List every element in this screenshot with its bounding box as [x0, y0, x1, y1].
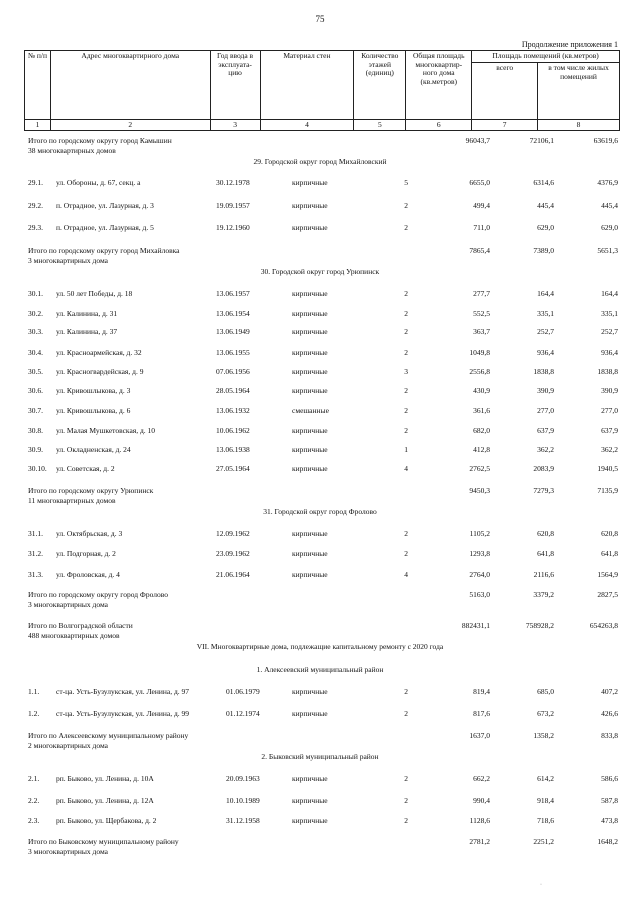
row-floors: 2 [404, 709, 408, 718]
row-floors: 2 [404, 796, 408, 805]
row-all-area: 390,9 [537, 386, 554, 395]
table-row [0, 569, 640, 581]
table-row [0, 708, 640, 720]
header-col-num: 7 [472, 120, 538, 131]
header-number: № п/п [25, 51, 51, 120]
row-address: п. Отрадное, ул. Лазурная, д. 3 [56, 201, 154, 210]
row-material: кирпичные [292, 178, 328, 187]
total-count: 38 многоквартирных домов [28, 146, 116, 155]
row-address: ул. Окладненская, д. 24 [56, 445, 131, 454]
row-all-area: 1838,8 [533, 367, 554, 376]
row-year: 13.06.1957 [216, 289, 250, 298]
row-number: 30.8. [28, 426, 43, 435]
row-total-area: 1128,6 [469, 816, 490, 825]
row-address: ст-ца. Усть-Бузулукская, ул. Ленина, д. 99 [56, 709, 190, 718]
row-living-area: 641,8 [601, 549, 618, 558]
row-total-area: 552,5 [473, 309, 490, 318]
row-address: ул. Октябрьская, д. 3 [56, 529, 123, 538]
row-living-area: 277,0 [601, 406, 618, 415]
row-address: ул. Кривошлыкова, д. 3 [56, 386, 131, 395]
row-total-area: 817,6 [473, 709, 490, 718]
row-living-area: 362,2 [601, 445, 618, 454]
header-floors: Количество этажей (единиц) [354, 51, 406, 120]
header-all: всего [472, 63, 538, 120]
total-area: 7865,4 [469, 246, 490, 255]
row-year: 19.12.1960 [216, 223, 250, 232]
row-material: кирпичные [292, 289, 328, 298]
row-material: смешанные [292, 406, 329, 415]
total-all: 3379,2 [533, 590, 554, 599]
row-material: кирпичные [292, 386, 328, 395]
row-material: кирпичные [292, 367, 328, 376]
row-floors: 2 [404, 289, 408, 298]
row-floors: 2 [404, 816, 408, 825]
row-total-area: 2762,5 [469, 464, 490, 473]
row-year: 07.06.1956 [216, 367, 250, 376]
row-floors: 2 [404, 406, 408, 415]
section-title: 31. Городской округ город Фролово [263, 507, 377, 516]
total-all: 7279,3 [533, 486, 554, 495]
row-material: кирпичные [292, 816, 328, 825]
header-col-num: 4 [260, 120, 354, 131]
row-floors: 4 [404, 570, 408, 579]
row-living-area: 629,0 [601, 223, 618, 232]
table-row [0, 222, 640, 234]
row-address: ул. Красноармейская, д. 32 [56, 348, 142, 357]
row-all-area: 2083,9 [533, 464, 554, 473]
row-living-area: 936,4 [601, 348, 618, 357]
total-area: 96043,7 [465, 136, 490, 145]
row-floors: 2 [404, 386, 408, 395]
total-area: 9450,3 [469, 486, 490, 495]
row-total-area: 1293,8 [469, 549, 490, 558]
row-total-area: 819,4 [473, 687, 490, 696]
total-count: 3 многоквартирных дома [28, 847, 109, 856]
row-all-area: 629,0 [537, 223, 554, 232]
row-address: ул. Красногвардейская, д. 9 [56, 367, 144, 376]
row-number: 30.2. [28, 309, 43, 318]
row-number: 1.2. [28, 709, 40, 718]
row-floors: 2 [404, 223, 408, 232]
header-col-num: 2 [50, 120, 210, 131]
row-material: кирпичные [292, 223, 328, 232]
total-living: 5651,3 [597, 246, 618, 255]
header-total-area: Общая площадь многоквартир- ного дома (кв.метров) [406, 51, 472, 120]
row-material: кирпичные [292, 709, 328, 718]
table-row [0, 385, 640, 397]
table-row [0, 288, 640, 300]
row-floors: 2 [404, 309, 408, 318]
row-all-area: 6314,6 [533, 178, 554, 187]
total-label: Итого по Быковскому муниципальному району [28, 837, 179, 846]
row-living-area: 164,4 [601, 289, 618, 298]
row-living-area: 586,6 [601, 774, 618, 783]
row-floors: 3 [404, 367, 408, 376]
row-material: кирпичные [292, 687, 328, 696]
row-living-area: 1564,9 [597, 570, 618, 579]
row-number: 30.7. [28, 406, 43, 415]
row-total-area: 412,8 [473, 445, 490, 454]
row-number: 29.1. [28, 178, 43, 187]
total-count: 11 многоквартирных домов [28, 496, 116, 505]
table-row [0, 528, 640, 540]
table-row [0, 366, 640, 378]
table-row [0, 463, 640, 475]
row-living-area: 1838,8 [597, 367, 618, 376]
total-area: 5163,0 [469, 590, 490, 599]
row-year: 20.09.1963 [226, 774, 260, 783]
row-all-area: 252,7 [537, 327, 554, 336]
table-row [0, 444, 640, 456]
row-floors: 2 [404, 529, 408, 538]
row-living-area: 4376,9 [597, 178, 618, 187]
grand-total-all: 758928,2 [525, 621, 554, 630]
row-number: 30.5. [28, 367, 43, 376]
header-col-num: 6 [406, 120, 472, 131]
chapter-title: VII. Многоквартирные дома, подлежащие капитальному ремонту с 2020 года [196, 642, 444, 651]
row-total-area: 430,9 [473, 386, 490, 395]
row-number: 29.2. [28, 201, 43, 210]
row-address: ул. Подгорная, д. 2 [56, 549, 116, 558]
row-floors: 2 [404, 426, 408, 435]
total-living: 7135,9 [597, 486, 618, 495]
row-all-area: 936,4 [537, 348, 554, 357]
total-count: 3 многоквартирных дома [28, 256, 109, 265]
row-living-area: 390,9 [601, 386, 618, 395]
table-row [0, 200, 640, 212]
row-living-area: 1940,5 [597, 464, 618, 473]
total-all: 7389,0 [533, 246, 554, 255]
row-total-area: 2764,0 [469, 570, 490, 579]
row-all-area: 164,4 [537, 289, 554, 298]
row-number: 29.3. [28, 223, 43, 232]
row-total-area: 662,2 [473, 774, 490, 783]
row-number: 31.2. [28, 549, 43, 558]
row-number: 30.6. [28, 386, 43, 395]
scan-speck: · [540, 882, 542, 888]
row-material: кирпичные [292, 464, 328, 473]
section-title: 2. Быковский муниципальный район [261, 752, 379, 761]
row-total-area: 363,7 [473, 327, 490, 336]
row-total-area: 1049,8 [469, 348, 490, 357]
row-total-area: 1105,2 [469, 529, 490, 538]
header-premises-area: Площадь помещений (кв.метров) [472, 51, 620, 63]
row-floors: 1 [404, 445, 408, 454]
row-year: 28.05.1964 [216, 386, 250, 395]
total-all: 2251,2 [533, 837, 554, 846]
continuation-note: Продолжение приложения 1 [521, 40, 618, 49]
grand-total-area: 882431,1 [461, 621, 490, 630]
row-year: 01.06.1979 [226, 687, 260, 696]
row-total-area: 6655,0 [469, 178, 490, 187]
row-total-area: 682,0 [473, 426, 490, 435]
grand-total-count: 488 многоквартирных домов [28, 631, 120, 640]
header-col-num: 1 [25, 120, 51, 131]
section-title: 29. Городской округ город Михайловский [253, 157, 387, 166]
row-year: 13.06.1932 [216, 406, 250, 415]
row-all-area: 445,4 [537, 201, 554, 210]
row-material: кирпичные [292, 201, 328, 210]
row-total-area: 361,6 [473, 406, 490, 415]
row-address: ул. Малая Мушкетовская, д. 10 [56, 426, 156, 435]
row-number: 1.1. [28, 687, 40, 696]
row-year: 31.12.1958 [226, 816, 260, 825]
total-area: 1637,0 [469, 731, 490, 740]
table-row [0, 347, 640, 359]
table-header [24, 50, 620, 131]
row-year: 19.09.1957 [216, 201, 250, 210]
header-living: в том числе жилых помещений [538, 63, 620, 120]
total-label: Итого по городскому округу Урюпинск [28, 486, 154, 495]
row-year: 27.05.1964 [216, 464, 250, 473]
row-total-area: 277,7 [473, 289, 490, 298]
row-all-area: 2116,6 [533, 570, 554, 579]
row-number: 2.1. [28, 774, 40, 783]
row-year: 13.06.1954 [216, 309, 250, 318]
header-col-num: 3 [210, 120, 260, 131]
row-living-area: 620,8 [601, 529, 618, 538]
row-material: кирпичные [292, 549, 328, 558]
row-floors: 2 [404, 549, 408, 558]
row-number: 30.10. [28, 464, 47, 473]
total-count: 3 многоквартирных дома [28, 600, 109, 609]
grand-total-label: Итого по Волгоградской области [28, 621, 133, 630]
row-total-area: 990,4 [473, 796, 490, 805]
row-material: кирпичные [292, 570, 328, 579]
row-floors: 4 [404, 464, 408, 473]
row-number: 2.2. [28, 796, 40, 805]
row-floors: 2 [404, 687, 408, 696]
total-living: 63619,6 [593, 136, 618, 145]
table-row [0, 773, 640, 785]
total-sub-row [0, 599, 640, 611]
header-col-num: 5 [354, 120, 406, 131]
section-title: 30. Городской округ город Урюпинск [260, 267, 380, 276]
row-material: кирпичные [292, 796, 328, 805]
row-material: кирпичные [292, 426, 328, 435]
row-all-area: 673,2 [537, 709, 554, 718]
row-material: кирпичные [292, 774, 328, 783]
table-row [0, 815, 640, 827]
row-floors: 2 [404, 348, 408, 357]
row-floors: 2 [404, 201, 408, 210]
row-address: ул. Фроловская, д. 4 [56, 570, 120, 579]
header-year: Год ввода в эксплуата- цию [210, 51, 260, 120]
row-number: 30.9. [28, 445, 43, 454]
total-living: 2827,5 [597, 590, 618, 599]
table-row [0, 308, 640, 320]
row-all-area: 718,6 [537, 816, 554, 825]
row-address: рп. Быково, ул. Ленина, д. 10А [56, 774, 154, 783]
row-all-area: 362,2 [537, 445, 554, 454]
header-address: Адрес многоквартирного дома [50, 51, 210, 120]
row-material: кирпичные [292, 327, 328, 336]
row-year: 10.06.1962 [216, 426, 250, 435]
row-living-area: 252,7 [601, 327, 618, 336]
row-address: ул. Советская, д. 2 [56, 464, 115, 473]
row-address: рп. Быково, ул. Щербакова, д. 2 [56, 816, 157, 825]
row-year: 12.09.1962 [216, 529, 250, 538]
row-total-area: 711,0 [473, 223, 490, 232]
row-year: 13.06.1955 [216, 348, 250, 357]
row-all-area: 335,1 [537, 309, 554, 318]
total-living: 833,8 [601, 731, 618, 740]
row-address: ул. 50 лет Победы, д. 18 [56, 289, 133, 298]
table-row [0, 795, 640, 807]
grand-total-living: 654263,8 [589, 621, 618, 630]
total-label: Итого по Алексеевскому муниципальному району [28, 731, 189, 740]
header-material: Материал стен [260, 51, 354, 120]
row-all-area: 277,0 [537, 406, 554, 415]
row-all-area: 637,9 [537, 426, 554, 435]
row-living-area: 473,8 [601, 816, 618, 825]
row-all-area: 918,4 [537, 796, 554, 805]
total-count: 2 многоквартирных дома [28, 741, 109, 750]
row-address: ул. Калинина, д. 37 [56, 327, 118, 336]
row-year: 01.12.1974 [226, 709, 260, 718]
total-area: 2781,2 [469, 837, 490, 846]
row-all-area: 620,8 [537, 529, 554, 538]
row-material: кирпичные [292, 445, 328, 454]
row-living-area: 637,9 [601, 426, 618, 435]
row-year: 13.06.1938 [216, 445, 250, 454]
row-living-area: 335,1 [601, 309, 618, 318]
row-year: 23.09.1962 [216, 549, 250, 558]
row-address: ул. Кривошлыкова, д. 6 [56, 406, 131, 415]
total-all: 1358,2 [533, 731, 554, 740]
table-row [0, 177, 640, 189]
row-address: рп. Быково, ул. Ленина, д. 12А [56, 796, 154, 805]
table-row [0, 405, 640, 417]
row-address: п. Отрадное, ул. Лазурная, д. 5 [56, 223, 154, 232]
table-row [0, 686, 640, 698]
row-number: 31.3. [28, 570, 43, 579]
total-label: Итого по городскому округу город Фролово [28, 590, 168, 599]
row-year: 21.06.1964 [216, 570, 250, 579]
table-row [0, 548, 640, 560]
row-all-area: 685,0 [537, 687, 554, 696]
row-floors: 2 [404, 327, 408, 336]
row-living-area: 407,2 [601, 687, 618, 696]
row-address: ул. Обороны, д. 67, секц. а [56, 178, 141, 187]
row-address: ст-ца. Усть-Бузулукская, ул. Ленина, д. 97 [56, 687, 190, 696]
row-all-area: 614,2 [537, 774, 554, 783]
row-year: 10.10.1989 [226, 796, 260, 805]
page-number: 75 [315, 14, 325, 24]
row-total-area: 499,4 [473, 201, 490, 210]
row-number: 30.4. [28, 348, 43, 357]
table-row [0, 425, 640, 437]
table-row [0, 326, 640, 338]
row-floors: 2 [404, 774, 408, 783]
header-col-num: 8 [538, 120, 620, 131]
row-material: кирпичные [292, 309, 328, 318]
section-title: 1. Алексеевский муниципальный район [256, 665, 384, 674]
total-label: Итого по городскому округу город Камышин [28, 136, 172, 145]
row-number: 30.3. [28, 327, 43, 336]
row-number: 2.3. [28, 816, 40, 825]
row-year: 30.12.1978 [216, 178, 250, 187]
row-material: кирпичные [292, 348, 328, 357]
row-living-area: 426,6 [601, 709, 618, 718]
row-number: 31.1. [28, 529, 43, 538]
row-living-area: 445,4 [601, 201, 618, 210]
total-sub-row [0, 846, 640, 858]
row-floors: 5 [404, 178, 408, 187]
total-living: 1648,2 [597, 837, 618, 846]
row-material: кирпичные [292, 529, 328, 538]
row-year: 13.06.1949 [216, 327, 250, 336]
row-all-area: 641,8 [537, 549, 554, 558]
row-living-area: 587,8 [601, 796, 618, 805]
row-number: 30.1. [28, 289, 43, 298]
row-address: ул. Калинина, д. 31 [56, 309, 118, 318]
total-all: 72106,1 [529, 136, 554, 145]
total-label: Итого по городскому округу город Михайловка [28, 246, 180, 255]
row-total-area: 2556,8 [469, 367, 490, 376]
